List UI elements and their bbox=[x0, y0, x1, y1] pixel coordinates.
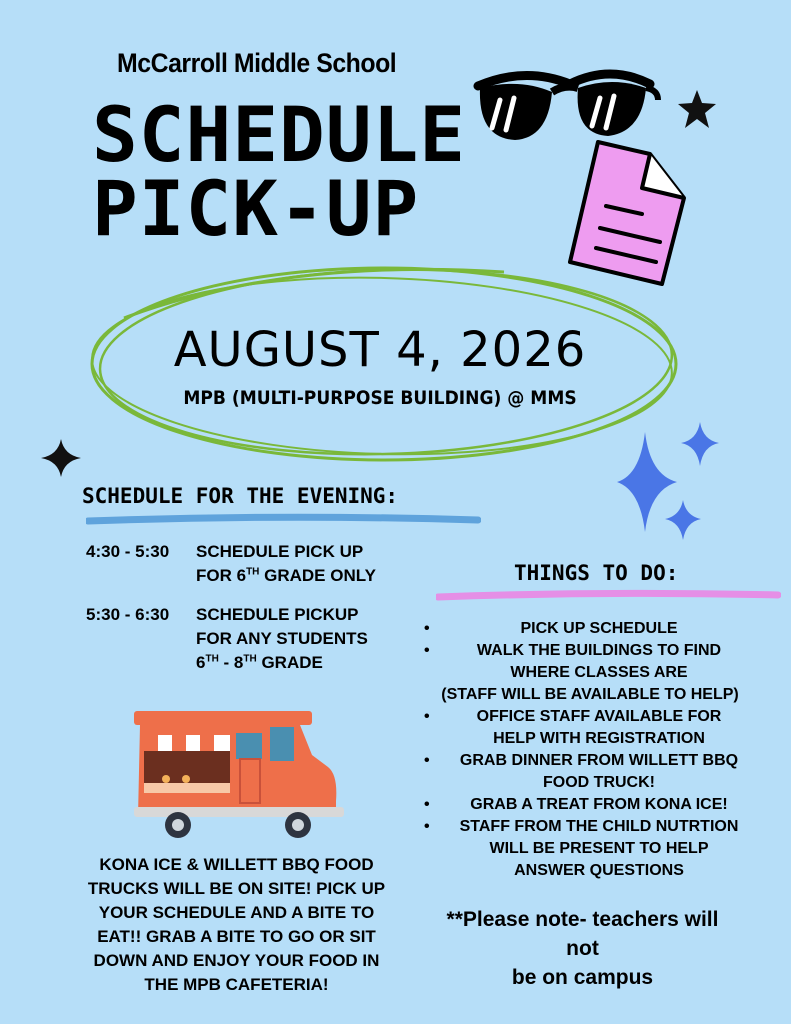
sparkle-icon bbox=[40, 438, 82, 478]
list-item: • WALK THE BUILDINGS TO FIND WHERE CLASSES ARE bbox=[424, 642, 722, 681]
schedule-time: 4:30 - 5:30 bbox=[86, 542, 170, 561]
schedule-description: SCHEDULE PICKUP FOR ANY STUDENTS 6TH - 8TH GRADE bbox=[196, 605, 368, 672]
teacher-note: **Please note- teachers will not be on campus bbox=[446, 908, 719, 989]
todo-list bbox=[412, 618, 768, 882]
todo-heading: THINGS TO DO: bbox=[514, 561, 679, 585]
title-line-1: SCHEDULE bbox=[92, 90, 467, 179]
title-line-2: PICK-UP bbox=[92, 164, 420, 253]
list-item: • STAFF FROM THE CHILD NUTRTION WILL BE PRESENT TO HELP ANSWER QUESTIONS bbox=[424, 818, 739, 879]
list-item: (STAFF WILL BE AVAILABLE TO HELP) bbox=[441, 686, 739, 703]
schedule-row bbox=[86, 540, 426, 590]
sparkles-icon bbox=[615, 420, 725, 545]
list-item: • GRAB A TREAT FROM KONA ICE! bbox=[424, 796, 728, 813]
schedule-row bbox=[86, 603, 426, 677]
event-date: AUGUST 4, 2026 bbox=[173, 322, 587, 378]
list-item: • GRAB DINNER FROM WILLETT BBQ FOOD TRUCK! bbox=[424, 752, 739, 791]
school-name: McCarroll Middle School bbox=[117, 48, 397, 78]
schedule-underline bbox=[86, 512, 481, 528]
todo-underline bbox=[436, 588, 781, 604]
schedule-description: SCHEDULE PICK UP FOR 6TH GRADE ONLY bbox=[196, 542, 376, 585]
star-icon bbox=[677, 88, 717, 130]
list-item: • PICK UP SCHEDULE bbox=[424, 620, 678, 637]
food-truck-icon bbox=[130, 705, 348, 843]
food-note: KONA ICE & WILLETT BBQ FOOD TRUCKS WILL BE ON SITE! PICK UP YOUR SCHEDULE AND A BITE TO EAT!! GRAB A BITE TO GO OR SIT DOWN AND ENJOY YOUR FOOD IN THE MPB CAFETERIA! bbox=[87, 855, 386, 994]
schedule-time: 5:30 - 6:30 bbox=[86, 605, 170, 624]
list-item: • OFFICE STAFF AVAILABLE FOR HELP WITH REGISTRATION bbox=[424, 708, 722, 747]
schedule-heading: SCHEDULE FOR THE EVENING: bbox=[82, 484, 399, 508]
event-venue: MPB (MULTI-PURPOSE BUILDING) @ MMS bbox=[183, 387, 577, 409]
